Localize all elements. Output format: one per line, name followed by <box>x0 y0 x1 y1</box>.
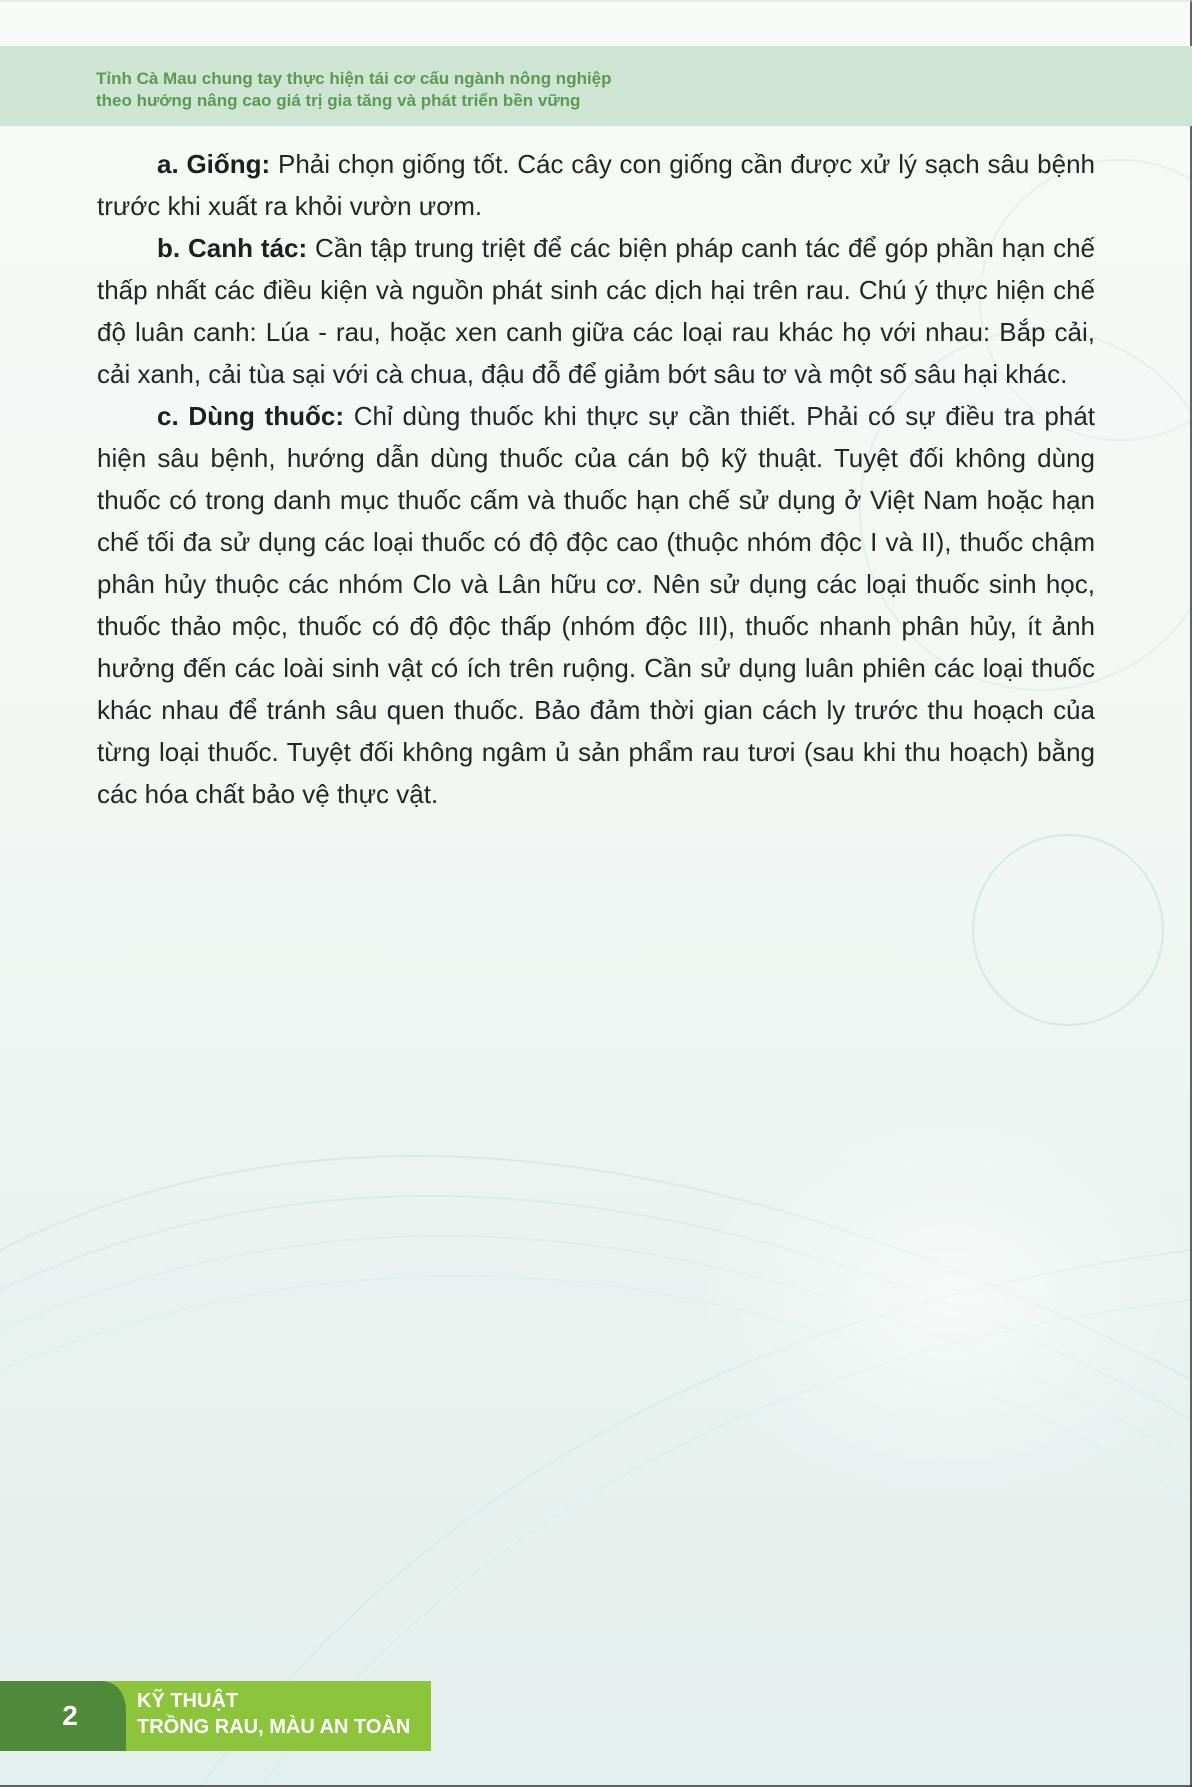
book-title-line-2: TRỒNG RAU, MÀU AN TOÀN <box>137 1716 411 1738</box>
paragraph-dung-thuoc <box>97 395 1095 815</box>
header-line-2: theo hướng nâng cao giá trị gia tăng và phát triển bền vững <box>96 91 581 110</box>
section-label: a. Giống: <box>157 149 271 179</box>
book-title-line-1: KỸ THUẬT <box>137 1690 239 1712</box>
body-text <box>97 143 1095 815</box>
book-title <box>137 1688 410 1740</box>
section-text: Chỉ dùng thuốc khi thực sự cần thiết. Phải có sự điều tra phát hiện sâu bệnh, hướng dẫn dùng thuốc của cán bộ kỹ thuật. Tuyệt đối không dùng thuốc có trong danh mục thuốc cấm và thuốc hạn chế sử dụng ở Việt Nam hoặc hạn chế tối đa sử dụng các loại thuốc có độ độc cao (thuộc nhóm độc I và II), thuốc chậm phân hủy thuộc các nhóm Clo và Lân hữu cơ. Nên sử dụng các loại thuốc sinh học, thuốc thảo mộc, thuốc có độ độc thấp (nhóm độc III), thuốc nhanh phân hủy, ít ảnh hưởng đến các loài sinh vật có ích trên ruộng. Cần sử dụng luân phiên các loại thuốc khác nhau để tránh sâu quen thuốc. Bảo đảm thời gian cách ly trước thu hoạch của từng loại thuốc. Tuyệt đối không ngâm ủ sản phẩm rau tươi (sau khi thu hoạch) bằng các hóa chất bảo vệ thực vật. <box>97 401 1095 809</box>
paragraph-canh-tac <box>97 227 1095 395</box>
section-label: c. Dùng thuốc: <box>157 401 345 431</box>
header-line-1: Tỉnh Cà Mau chung tay thực hiện tái cơ cấu ngành nông nghiệp <box>96 69 612 88</box>
section-text: Phải chọn giống tốt. Các cây con giống cần được xử lý sạch sâu bệnh trước khi xuất ra khỏi vườn ươm. <box>97 149 1095 221</box>
section-text: Cần tập trung triệt để các biện pháp canh tác để góp phần hạn chế thấp nhất các điều kiện và nguồn phát sinh các dịch hại trên rau. Chú ý thực hiện chế độ luân canh: Lúa - rau, hoặc xen canh giữa các loại rau khác họ với nhau: Bắp cải, cải xanh, cải tùa sại với cà chua, đậu đỗ để giảm bớt sâu tơ và một số sâu hại khác. <box>97 233 1095 389</box>
section-label: b. Canh tác: <box>157 233 308 263</box>
page-number: 2 <box>62 1700 78 1731</box>
running-header <box>96 68 612 112</box>
paragraph-giong <box>97 143 1095 227</box>
